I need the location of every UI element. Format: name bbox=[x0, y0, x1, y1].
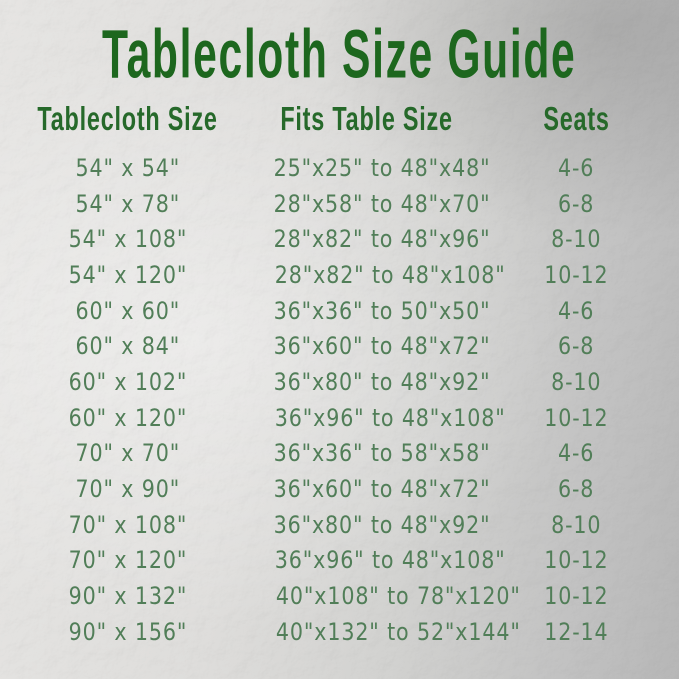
table-header-row bbox=[0, 100, 679, 140]
table-row bbox=[0, 543, 679, 579]
cell-seats: 8-10 bbox=[551, 510, 602, 539]
table-row bbox=[0, 293, 679, 329]
cell-seats: 10-12 bbox=[544, 260, 609, 289]
cell-fits-table-size: 36"x36" to 58"x58" bbox=[273, 439, 491, 468]
cell-seats: 10-12 bbox=[544, 546, 609, 575]
cell-fits-table-size: 36"x96" to 48"x108" bbox=[274, 546, 506, 575]
cell-tablecloth-size: 70" x 70" bbox=[75, 439, 181, 468]
header-seats: Seats bbox=[543, 100, 610, 138]
cell-seats: 6-8 bbox=[558, 332, 595, 361]
cell-seats: 6-8 bbox=[558, 189, 595, 218]
cell-seats: 8-10 bbox=[551, 367, 602, 396]
cell-seats: 4-6 bbox=[558, 296, 595, 325]
table-row bbox=[0, 150, 679, 186]
cell-tablecloth-size: 54" x 108" bbox=[68, 225, 188, 254]
header-fits-table-size: Fits Table Size bbox=[280, 100, 453, 138]
cell-tablecloth-size: 60" x 60" bbox=[75, 296, 181, 325]
cell-tablecloth-size: 90" x 132" bbox=[68, 582, 188, 611]
cell-tablecloth-size: 70" x 90" bbox=[75, 475, 181, 504]
table-row bbox=[0, 507, 679, 543]
cell-tablecloth-size: 90" x 156" bbox=[68, 617, 188, 646]
table-row bbox=[0, 436, 679, 472]
cell-fits-table-size: 36"x60" to 48"x72" bbox=[273, 475, 491, 504]
cell-seats: 8-10 bbox=[551, 225, 602, 254]
table-row bbox=[0, 328, 679, 364]
cell-fits-table-size: 40"x132" to 52"x144" bbox=[275, 617, 521, 646]
cell-fits-table-size: 28"x82" to 48"x108" bbox=[274, 260, 506, 289]
cell-seats: 10-12 bbox=[544, 403, 609, 432]
cell-fits-table-size: 28"x58" to 48"x70" bbox=[273, 189, 491, 218]
cell-tablecloth-size: 60" x 120" bbox=[68, 403, 188, 432]
cell-tablecloth-size: 70" x 120" bbox=[68, 546, 188, 575]
cell-seats: 4-6 bbox=[558, 439, 595, 468]
cell-seats: 10-12 bbox=[544, 582, 609, 611]
table-row bbox=[0, 364, 679, 400]
cell-fits-table-size: 36"x36" to 50"x50" bbox=[273, 296, 491, 325]
table-row bbox=[0, 221, 679, 257]
cell-tablecloth-size: 60" x 102" bbox=[68, 367, 188, 396]
table-row bbox=[0, 614, 679, 650]
cell-fits-table-size: 25"x25" to 48"x48" bbox=[273, 153, 491, 182]
cell-tablecloth-size: 54" x 78" bbox=[75, 189, 181, 218]
table-row bbox=[0, 257, 679, 293]
table-row bbox=[0, 471, 679, 507]
cell-tablecloth-size: 54" x 54" bbox=[75, 153, 181, 182]
cell-seats: 4-6 bbox=[558, 153, 595, 182]
header-tablecloth-size: Tablecloth Size bbox=[37, 100, 219, 138]
page-title-row bbox=[0, 16, 679, 94]
cell-fits-table-size: 28"x82" to 48"x96" bbox=[273, 225, 491, 254]
cell-tablecloth-size: 70" x 108" bbox=[68, 510, 188, 539]
cell-fits-table-size: 36"x60" to 48"x72" bbox=[273, 332, 491, 361]
cell-fits-table-size: 40"x108" to 78"x120" bbox=[275, 582, 521, 611]
table-row bbox=[0, 578, 679, 614]
cell-fits-table-size: 36"x96" to 48"x108" bbox=[274, 403, 506, 432]
size-table-body bbox=[0, 150, 679, 650]
cell-seats: 12-14 bbox=[544, 617, 609, 646]
table-row bbox=[0, 400, 679, 436]
cell-fits-table-size: 36"x80" to 48"x92" bbox=[273, 367, 491, 396]
cell-tablecloth-size: 54" x 120" bbox=[68, 260, 188, 289]
cell-fits-table-size: 36"x80" to 48"x92" bbox=[273, 510, 491, 539]
table-row bbox=[0, 186, 679, 222]
cell-seats: 6-8 bbox=[558, 475, 595, 504]
cell-tablecloth-size: 60" x 84" bbox=[75, 332, 181, 361]
page-title: Tablecloth Size Guide bbox=[102, 16, 577, 94]
